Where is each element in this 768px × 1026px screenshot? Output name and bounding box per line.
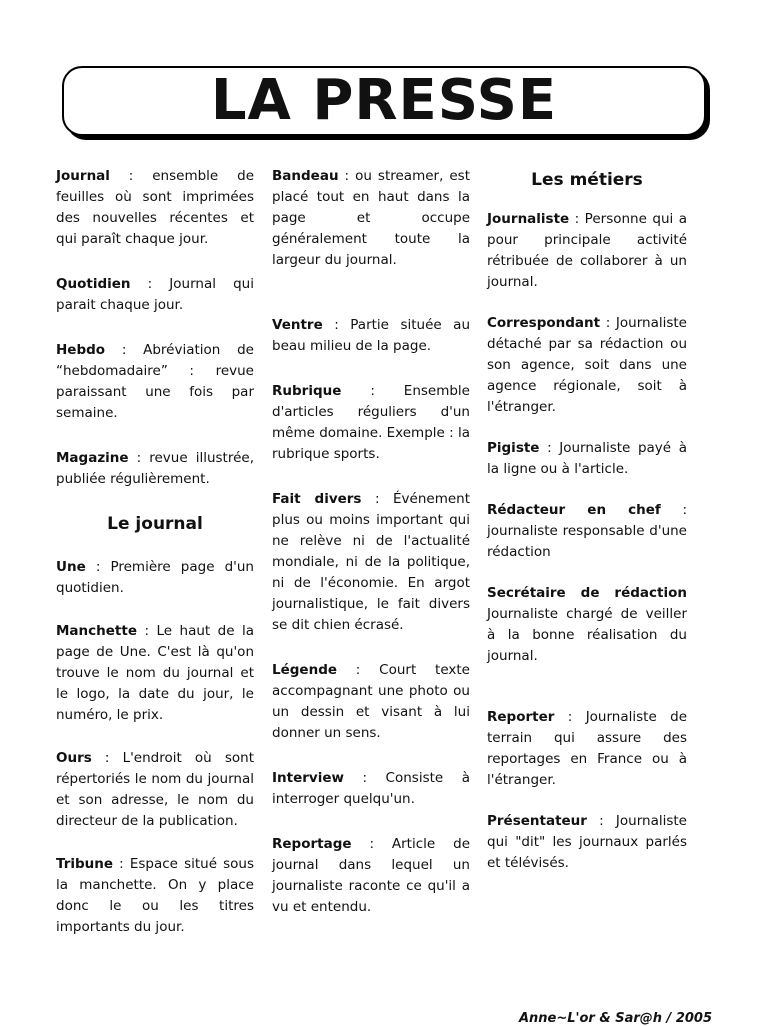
definition-ours: Ours : L'endroit où sont répertoriés le nom du journal et son adresse, le nom du directeur de la publication. [56, 750, 254, 829]
definition-secretaire-de-redaction: Secrétaire de rédaction Journaliste chargé de veiller à la bonne réalisation du journal. [487, 585, 687, 664]
definition-bandeau: Bandeau : ou streamer, est placé tout en haut dans la page et occupe généralement toute la largeur du journal. [272, 168, 470, 268]
definition-tribune: Tribune : Espace situé sous la manchette. On y place donc le ou les titres importants du jour. [56, 856, 254, 935]
column-3 [487, 166, 687, 896]
section-title-le-journal: Le journal [107, 514, 203, 534]
definition-fait-divers: Fait divers : Événement plus ou moins important qui ne relève ni de l'actualité mondiale, ni de la politique, ni de l'économie. En argot journalistique, le fait divers se dit chien écrasé. [272, 491, 470, 633]
definition-quotidien: Quotidien : Journal qui parait chaque jour. [56, 276, 254, 313]
title-banner [62, 66, 706, 136]
definition-reporter: Reporter : Journaliste de terrain qui assure des reportages en France ou à l'étranger. [487, 709, 687, 788]
definition-pigiste: Pigiste : Journaliste payé à la ligne ou à l'article. [487, 440, 687, 477]
definition-interview: Interview : Consiste à interroger quelqu'un. [272, 770, 470, 807]
page-title: LA PRESSE [210, 68, 558, 133]
column-1 [56, 166, 254, 960]
definition-une: Une : Première page d'un quotidien. [56, 559, 254, 596]
definition-manchette: Manchette : Le haut de la page de Une. C'est là qu'on trouve le nom du journal et le logo, la date du jour, le numéro, le prix. [56, 623, 254, 723]
definition-redacteur-en-chef: Rédacteur en chef : journaliste responsable d'une rédaction [487, 502, 688, 560]
definition-legende: Légende : Court texte accompagnant une photo ou un dessin et visant à lui donner un sens. [272, 662, 470, 741]
definition-presentateur: Présentateur : Journaliste qui "dit" les journaux parlés et télévisés. [487, 813, 687, 871]
definition-correspondant: Correspondant : Journaliste détaché par sa rédaction ou son agence, soit dans une agence régionale, soit à l'étranger. [487, 315, 687, 415]
definition-rubrique: Rubrique : Ensemble d'articles réguliers d'un même domaine. Exemple : la rubrique sports. [272, 383, 470, 462]
section-title-les-metiers: Les métiers [531, 170, 643, 190]
definition-ventre: Ventre : Partie située au beau milieu de la page. [272, 317, 470, 354]
definition-journaliste: Journaliste : Personne qui a pour principale activité rétribuée de collaborer à un journal. [487, 211, 687, 290]
definition-journal: Journal : ensemble de feuilles où sont imprimées des nouvelles récentes et qui paraît chaque jour. [56, 168, 254, 247]
definition-magazine: Magazine : revue illustrée, publiée régulièrement. [56, 450, 254, 487]
definition-reportage: Reportage : Article de journal dans lequel un journaliste raconte ce qu'il a vu et entendu. [272, 836, 470, 915]
column-2 [272, 166, 470, 940]
definition-hebdo: Hebdo : Abréviation de “hebdomadaire” : revue paraissant une fois par semaine. [56, 342, 254, 421]
author-credit: Anne~L'or & Sar@h / 2005 [518, 1011, 712, 1026]
